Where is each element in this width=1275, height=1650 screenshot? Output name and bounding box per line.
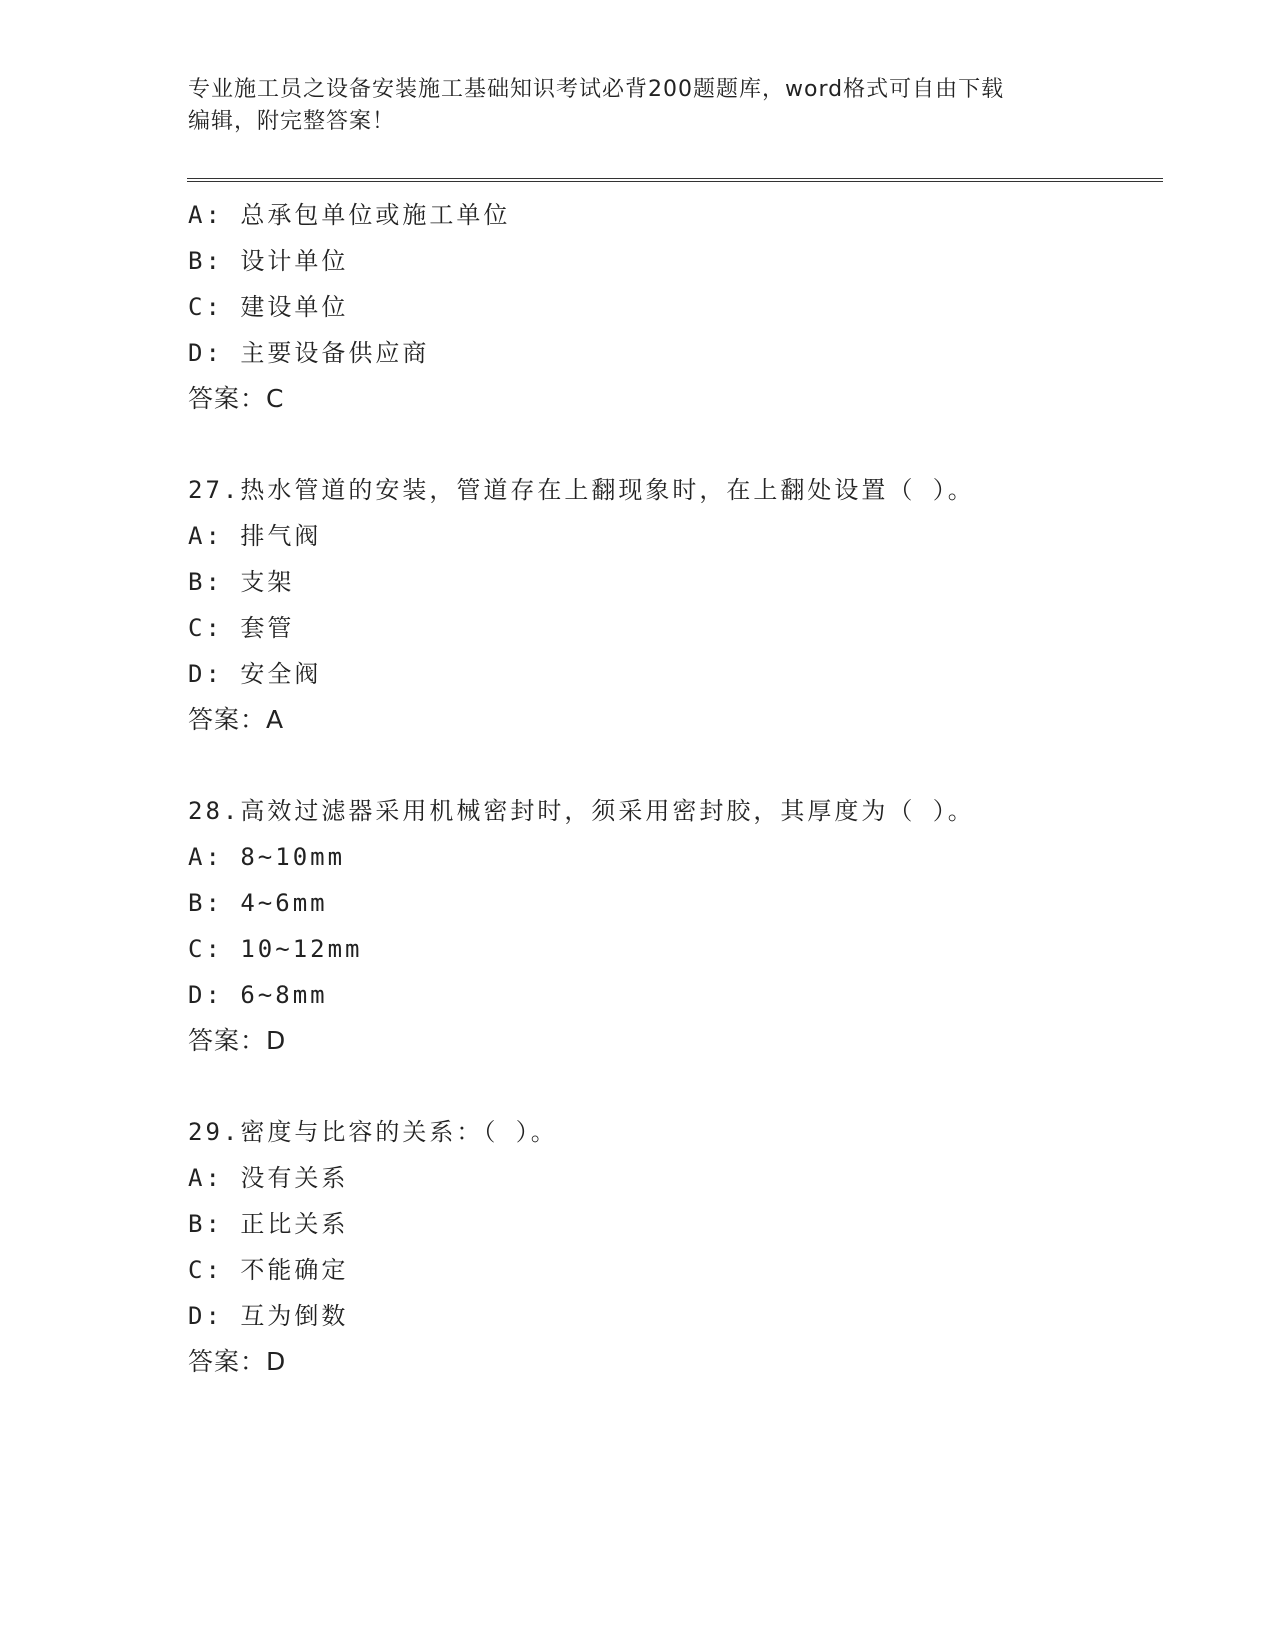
spacer — [188, 743, 1168, 788]
question-block-27 — [188, 467, 1168, 743]
answer-line: 答案：D — [188, 1026, 287, 1055]
question-text: 28.高效过滤器采用机械密封时，须采用密封胶，其厚度为（ ）。 — [188, 797, 975, 825]
option-d: D: 安全阀 — [188, 660, 322, 688]
header-divider — [187, 178, 1163, 182]
answer-line: 答案：D — [188, 1347, 287, 1376]
option-a: A: 总承包单位或施工单位 — [188, 201, 511, 229]
question-block-29 — [188, 1109, 1168, 1385]
question-text: 29.密度与比容的关系：（ ）。 — [188, 1118, 558, 1146]
option-c: C: 不能确定 — [188, 1256, 349, 1284]
option-a: A: 排气阀 — [188, 522, 322, 550]
option-d: D: 6~8mm — [188, 981, 328, 1009]
option-d: D: 主要设备供应商 — [188, 339, 430, 367]
option-b: B: 设计单位 — [188, 247, 349, 275]
question-list — [188, 192, 1168, 1385]
question-text: 27.热水管道的安装，管道存在上翻现象时，在上翻处设置（ ）。 — [188, 476, 975, 504]
option-c: C: 建设单位 — [188, 293, 349, 321]
option-b: B: 支架 — [188, 568, 295, 596]
header-title-line-2: 编辑，附完整答案！ — [188, 109, 396, 134]
header-title-line-1: 专业施工员之设备安装施工基础知识考试必背200题题库，word格式可自由下载 — [188, 77, 1005, 102]
answer-line: 答案：C — [188, 384, 285, 413]
question-block-26 — [188, 192, 1168, 422]
option-a: A: 没有关系 — [188, 1164, 349, 1192]
question-block-28 — [188, 788, 1168, 1064]
option-a: A: 8~10mm — [188, 843, 346, 871]
document-header — [188, 74, 1088, 138]
option-b: B: 4~6mm — [188, 889, 328, 917]
spacer — [188, 422, 1168, 467]
option-c: C: 10~12mm — [188, 935, 363, 963]
option-c: C: 套管 — [188, 614, 295, 642]
option-d: D: 互为倒数 — [188, 1302, 349, 1330]
option-b: B: 正比关系 — [188, 1210, 349, 1238]
answer-line: 答案：A — [188, 705, 285, 734]
spacer — [188, 1064, 1168, 1109]
